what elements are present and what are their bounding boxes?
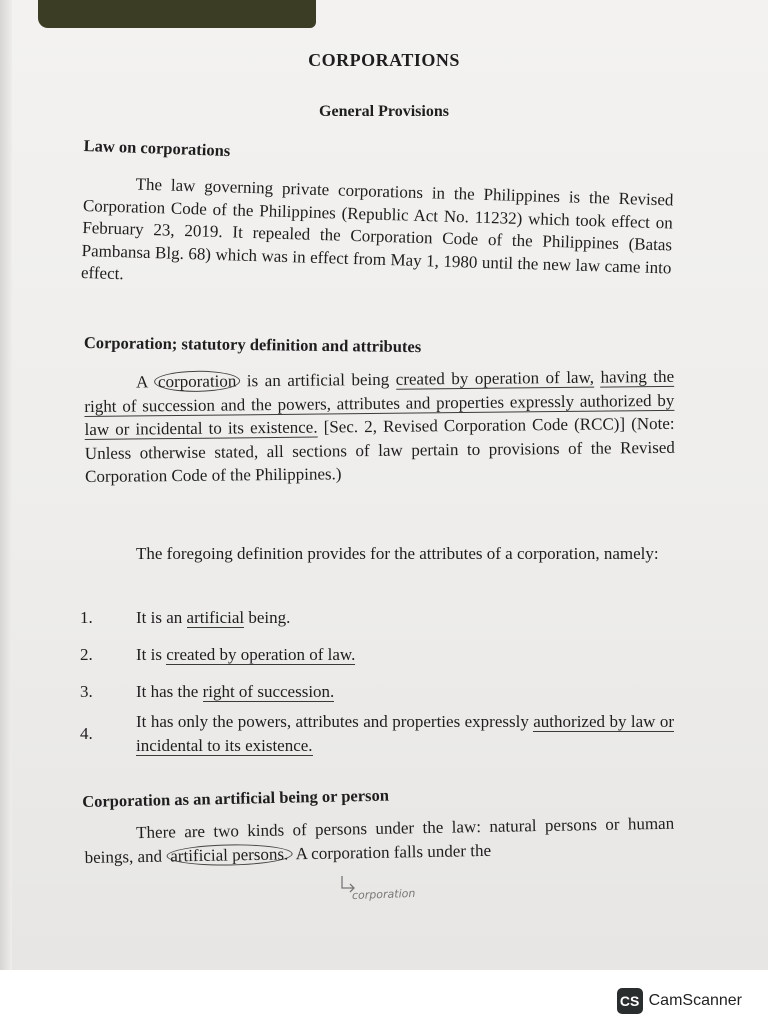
paragraph-law-on-corporations: The law governing private corporations in the Philippines is the Revised Corporation Code of the Philippines (Republic Act No. 11232) which took effect on February 23, 2019. It repealed the Corporation Code of the Philippines (Batas Pambansa Blg. 68) which was in effect from May 1, 1980 until the new law came into effect. bbox=[80, 174, 674, 284]
list-text bbox=[136, 680, 674, 704]
attr-text: It has the bbox=[136, 682, 203, 701]
page-title: CORPORATIONS bbox=[308, 50, 460, 70]
attr-underlined: authorized by law or incidental to its existence. bbox=[136, 712, 675, 755]
attr-text: It is an bbox=[136, 608, 187, 627]
definition-lead: A bbox=[136, 372, 155, 392]
page-shadow-edge bbox=[0, 0, 12, 970]
list-number: 4. bbox=[80, 724, 93, 743]
page-subtitle: General Provisions bbox=[319, 103, 449, 120]
attr-text-end: being. bbox=[244, 608, 291, 627]
paragraph-kinds-of-persons bbox=[84, 812, 675, 870]
list-text bbox=[136, 606, 674, 630]
list-text bbox=[136, 710, 674, 758]
attr-underlined: created by operation of law. bbox=[166, 645, 356, 664]
definition-citation: [Sec. 2, Revised Corporation Code (RCC)] (Note: Unless otherwise stated, all sections of law pertain to provisions of the Revised Corporation Code of the Philippines.) bbox=[84, 413, 675, 486]
list-number: 3. bbox=[80, 682, 93, 701]
attr-underlined: right of succession. bbox=[202, 682, 335, 701]
paragraph-definition bbox=[84, 365, 675, 489]
persons-circled: artificial persons. bbox=[166, 843, 292, 866]
list-number: 2. bbox=[80, 645, 93, 664]
section-heading-artificial-being: Corporation as an artificial being or person bbox=[82, 785, 390, 811]
handwritten-note: corporation bbox=[351, 886, 416, 903]
paragraph-attributes-intro: The foregoing definition provides for the attributes of a corporation, namely: bbox=[136, 544, 659, 563]
section-heading-law-on-corporations: Law on corporations bbox=[83, 136, 231, 161]
binding-tape bbox=[38, 0, 316, 28]
definition-created: created by operation of law, bbox=[395, 367, 595, 389]
persons-text: There are two kinds of persons under the law: natural persons or human beings, and bbox=[84, 813, 675, 867]
section-heading-statutory-definition: Corporation; statutory definition and attributes bbox=[83, 333, 422, 357]
camscanner-logo-icon: CS bbox=[617, 988, 643, 1014]
definition-term-circled: corporation bbox=[154, 370, 241, 392]
scanner-watermark bbox=[617, 988, 742, 1014]
camscanner-brand-text: CamScanner bbox=[648, 992, 742, 1009]
definition-having: having the right of succession and the powers, attributes and properties expressly authorized by law or incidental to its existence. bbox=[84, 366, 675, 439]
list-text bbox=[136, 643, 674, 667]
persons-text-end: A corporation falls under the bbox=[292, 840, 492, 864]
attr-text: It is bbox=[136, 645, 167, 664]
definition-is-an: is an artificial being bbox=[240, 369, 396, 391]
list-number: 1. bbox=[80, 608, 93, 627]
attr-text: It has only the powers, attributes and properties expressly bbox=[136, 712, 534, 731]
attr-underlined: artificial bbox=[186, 608, 245, 627]
